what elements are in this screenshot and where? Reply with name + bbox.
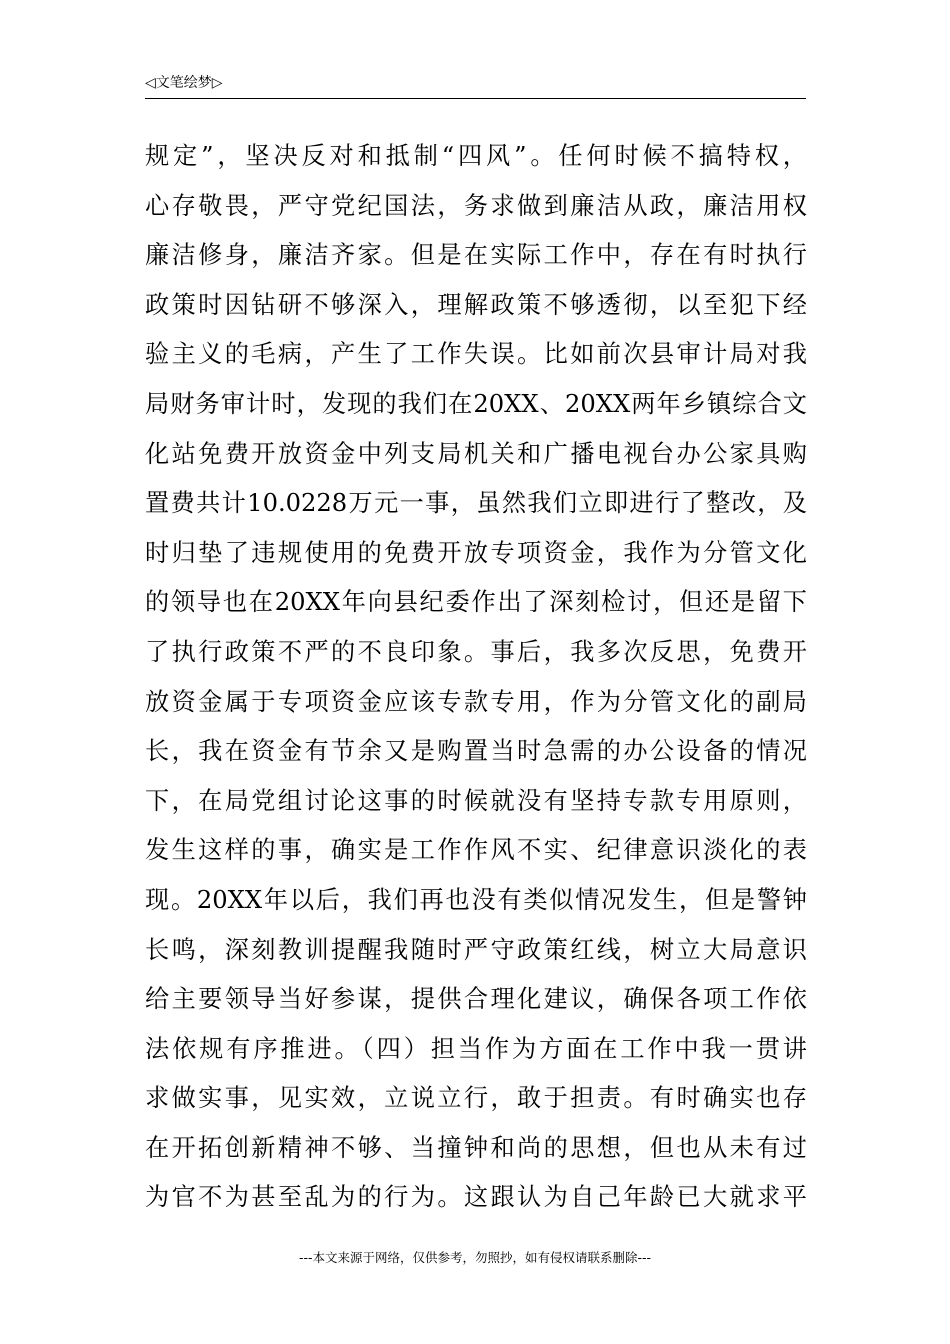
body-line: 验主义的毛病，产生了工作失误。比如前次县审计局对我 bbox=[145, 340, 807, 369]
body-line: 下，在局党组讨论这事的时候就没有坚持专款专用原则， bbox=[145, 786, 807, 815]
body-line: 长，我在资金有节余又是购置当时急需的办公设备的情况 bbox=[145, 737, 807, 766]
body-line: 在开拓创新精神不够、当撞钟和尚的思想，但也从未有过 bbox=[145, 1133, 807, 1162]
body-line: 放资金属于专项资金应该专款专用，作为分管文化的副局 bbox=[145, 687, 807, 716]
body-line: 了执行政策不严的不良印象。事后，我多次反思，免费开 bbox=[145, 637, 807, 666]
page-footer bbox=[0, 1250, 950, 1266]
body-line: 法依规有序推进。（四）担当作为方面在工作中我一贯讲 bbox=[145, 1034, 807, 1063]
body-line: 的领导也在20XX年向县纪委作出了深刻检讨，但还是留下 bbox=[145, 588, 807, 617]
footer-disclaimer: ---本文来源于网络，仅供参考，勿照抄，如有侵权请联系删除--- bbox=[298, 1250, 652, 1265]
body-line: 廉洁修身，廉洁齐家。但是在实际工作中，存在有时执行 bbox=[145, 241, 807, 270]
body-line: 发生这样的事，确实是工作作风不实、纪律意识淡化的表 bbox=[145, 836, 807, 865]
body-line: 时归垫了违规使用的免费开放专项资金，我作为分管文化 bbox=[145, 538, 807, 567]
body-line: 化站免费开放资金中列支局机关和广播电视台办公家具购 bbox=[145, 439, 807, 468]
document-body bbox=[145, 132, 807, 1223]
page-header bbox=[145, 72, 806, 99]
body-line: 心存敬畏，严守党纪国法，务求做到廉洁从政，廉洁用权 bbox=[145, 191, 807, 220]
body-line: 给主要领导当好参谋，提供合理化建议，确保各项工作依 bbox=[145, 985, 807, 1014]
body-line: 政策时因钻研不够深入，理解政策不够透彻，以至犯下经 bbox=[145, 290, 807, 319]
body-line: 置费共计10.0228万元一事，虽然我们立即进行了整改，及 bbox=[145, 489, 807, 518]
header-title: ◁文笔绘梦▷ bbox=[145, 75, 223, 91]
body-line: 长鸣，深刻教训提醒我随时严守政策红线，树立大局意识 bbox=[145, 935, 807, 964]
body-line: 求做实事，见实效，立说立行，敢于担责。有时确实也存 bbox=[145, 1084, 807, 1113]
body-line: 规定”，坚决反对和抵制“四风”。任何时候不搞特权， bbox=[145, 142, 807, 170]
body-line: 现。20XX年以后，我们再也没有类似情况发生，但是警钟 bbox=[145, 885, 807, 914]
body-line: 为官不为甚至乱为的行为。这跟认为自己年龄已大就求平 bbox=[145, 1183, 807, 1212]
body-line: 局财务审计时，发现的我们在20XX、20XX两年乡镇综合文 bbox=[145, 389, 807, 418]
